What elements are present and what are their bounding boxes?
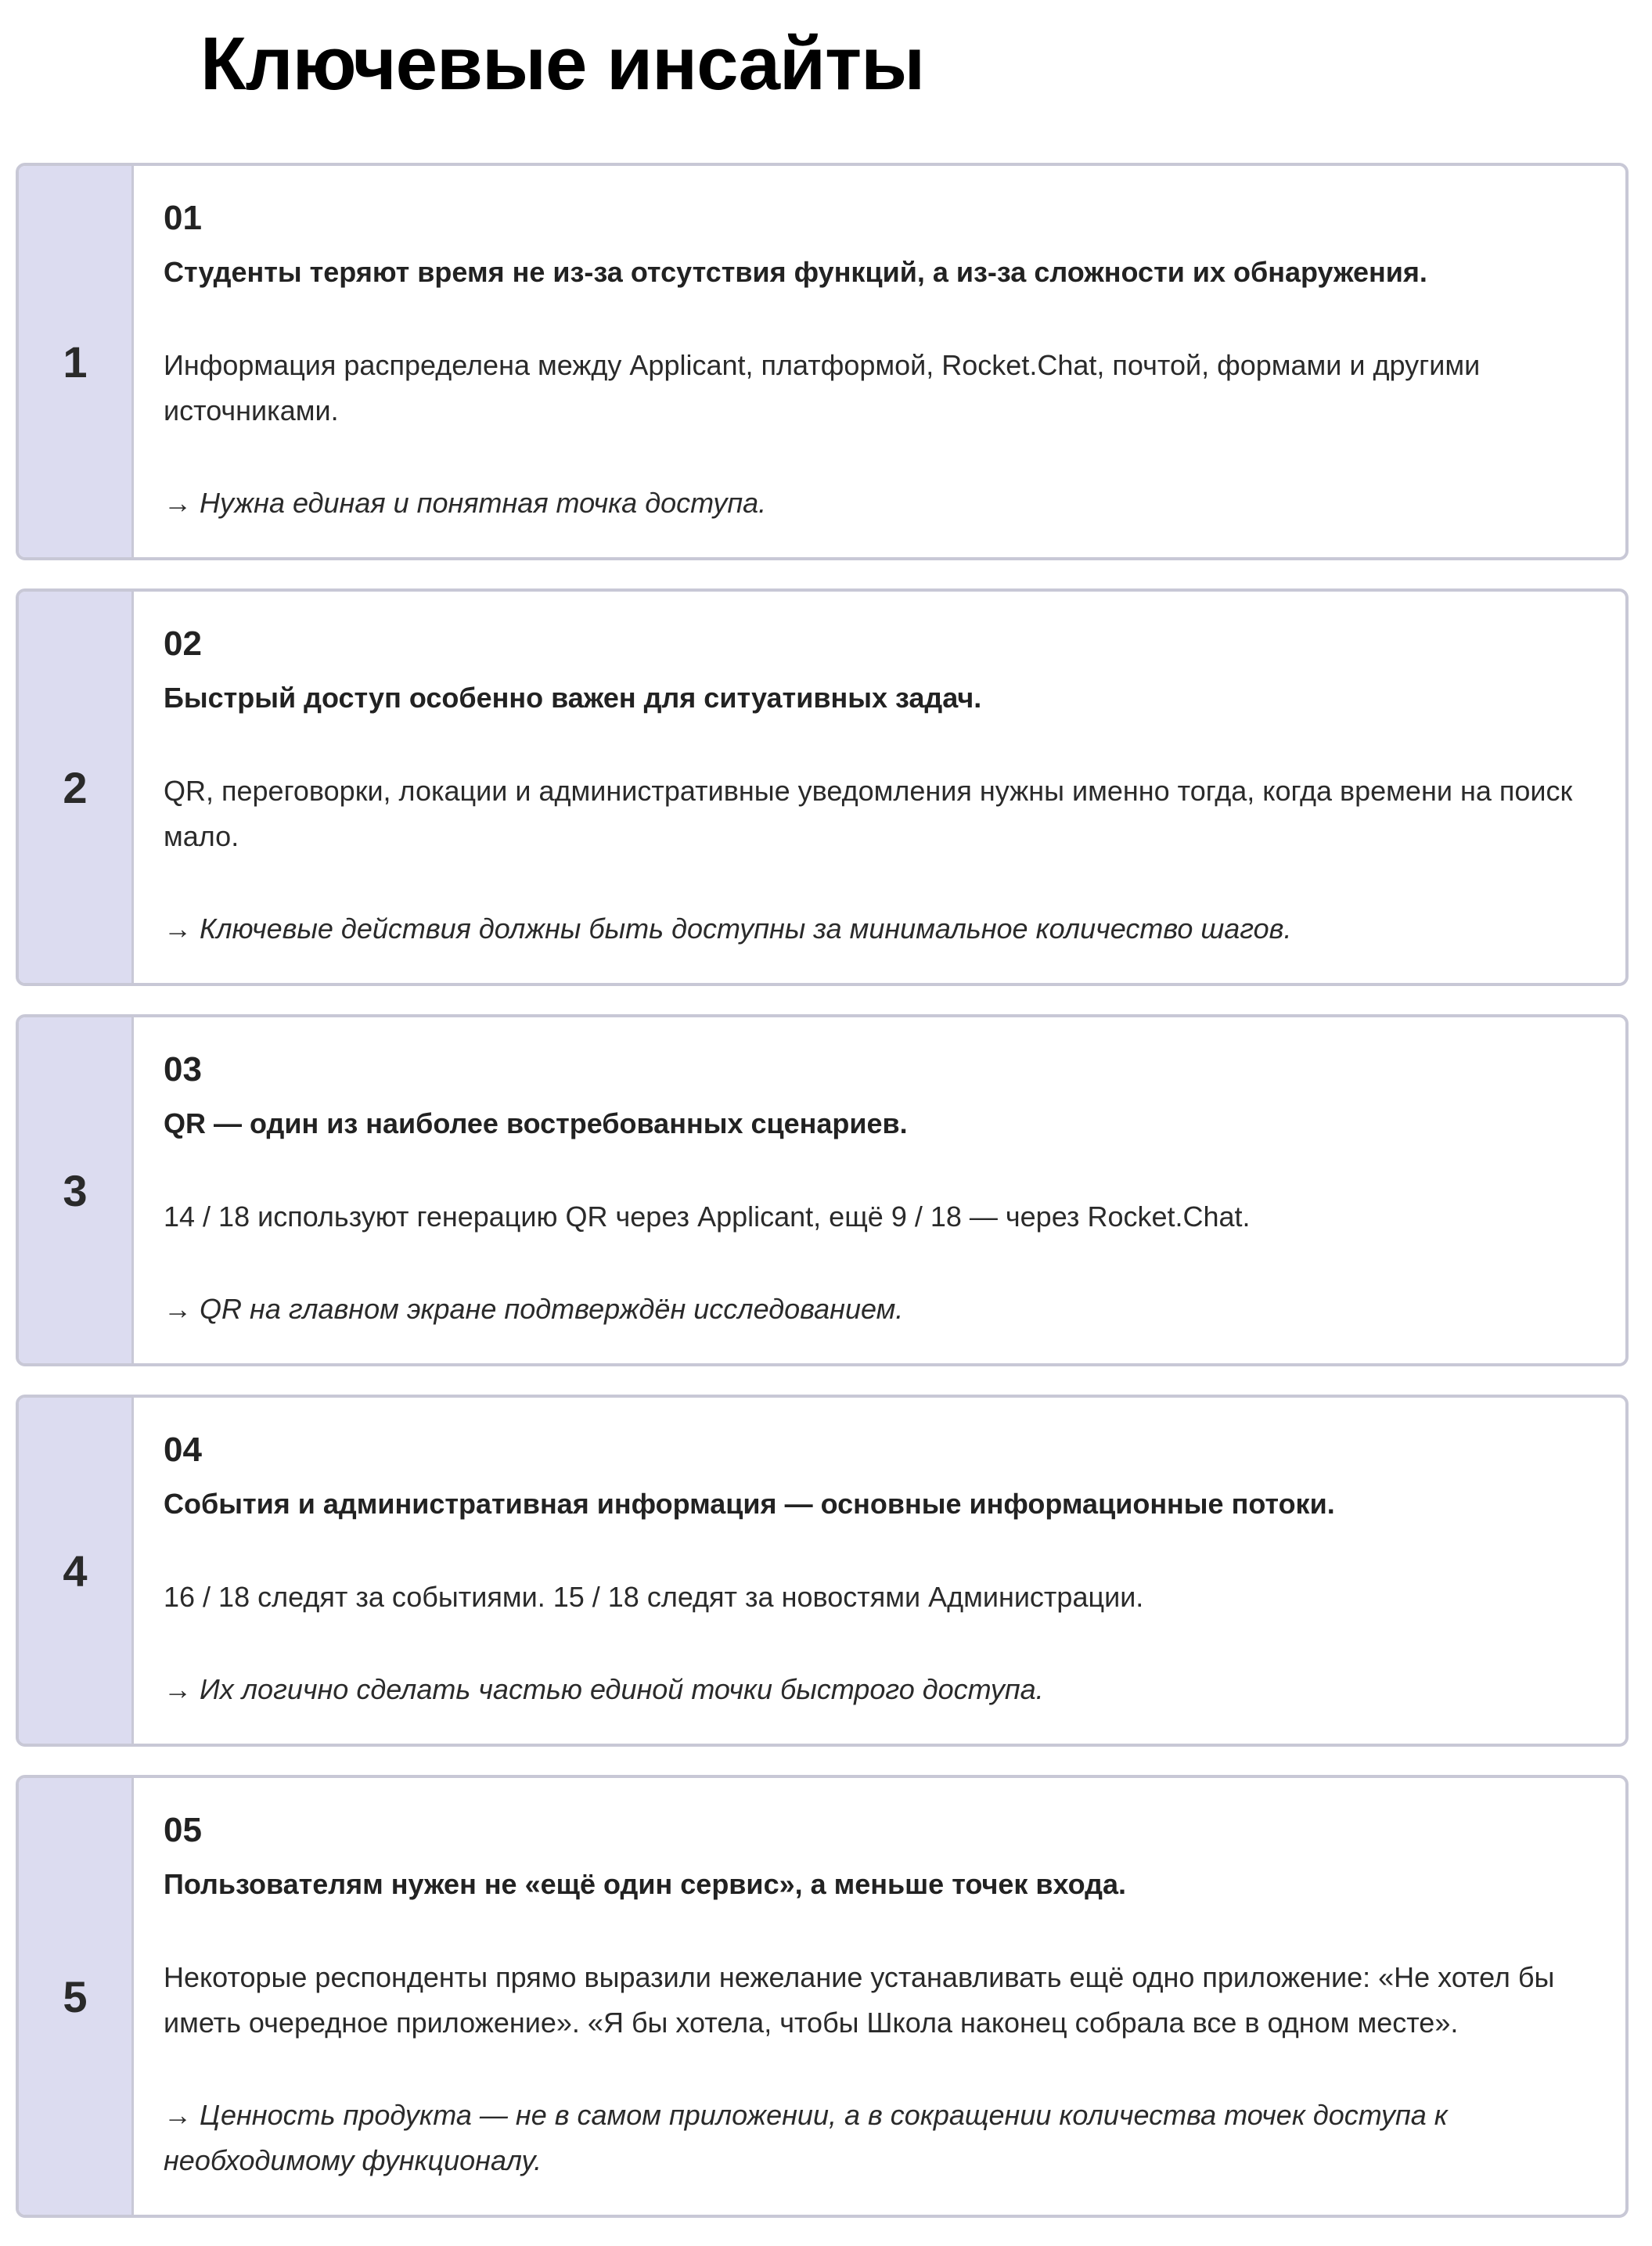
insight-card xyxy=(16,588,1629,986)
insight-body: QR, переговорки, локации и административные уведомления нужны именно тогда, когда времени на поиск мало. xyxy=(164,775,1573,852)
insight-content xyxy=(134,166,1625,557)
insight-card xyxy=(16,1395,1629,1747)
insight-number: 3 xyxy=(19,1017,134,1363)
insight-number: 5 xyxy=(19,1778,134,2215)
insight-headline: Пользователям нужен не «ещё один сервис», а меньше точек входа. xyxy=(164,1868,1127,1900)
insight-number: 4 xyxy=(19,1398,134,1744)
insights-list xyxy=(16,163,1629,2246)
insight-card xyxy=(16,163,1629,560)
insight-body: 16 / 18 следят за событиями. 15 / 18 следят за новостями Администрации. xyxy=(164,1581,1144,1613)
insight-body: Некоторые респонденты прямо выразили нежелание устанавливать ещё одно приложение: «Не хотел бы иметь очередное приложение». «Я бы хотела, чтобы Школа наконец собрала все в одном месте». xyxy=(164,1961,1555,2039)
insight-conclusion: → Их логично сделать частью единой точки быстрого доступа. xyxy=(164,1673,1044,1705)
insight-content xyxy=(134,1017,1625,1363)
insight-conclusion: → Нужна единая и понятная точка доступа. xyxy=(164,487,767,519)
insight-number: 2 xyxy=(19,592,134,983)
insight-number: 1 xyxy=(19,166,134,557)
insight-conclusion: → Ценность продукта — не в самом приложении, а в сокращении количества точек доступа к необходимому функционалу. xyxy=(164,2099,1448,2176)
page-title: Ключевые инсайты xyxy=(200,22,925,106)
insight-conclusion: → Ключевые действия должны быть доступны за минимальное количество шагов. xyxy=(164,912,1292,945)
insight-code: 05 xyxy=(164,1811,202,1849)
insight-code: 02 xyxy=(164,624,202,663)
insight-headline: События и административная информация — основные информационные потоки. xyxy=(164,1488,1335,1520)
insight-body: Информация распределена между Applicant, платформой, Rocket.Chat, почтой, формами и другими источниками. xyxy=(164,349,1481,427)
insight-headline: Быстрый доступ особенно важен для ситуативных задач. xyxy=(164,682,982,714)
insight-code: 01 xyxy=(164,199,202,237)
insight-headline: QR — один из наиболее востребованных сценариев. xyxy=(164,1107,908,1139)
insight-headline: Студенты теряют время не из-за отсутствия функций, а из-за сложности их обнаружения. xyxy=(164,256,1427,288)
insight-code: 03 xyxy=(164,1050,202,1089)
insight-conclusion: → QR на главном экране подтверждён исследованием. xyxy=(164,1293,904,1325)
insight-body: 14 / 18 используют генерацию QR через Applicant, ещё 9 / 18 — через Rocket.Chat. xyxy=(164,1200,1251,1233)
insight-code: 04 xyxy=(164,1431,202,1469)
insight-content xyxy=(134,1778,1625,2215)
insight-card xyxy=(16,1775,1629,2218)
insight-content xyxy=(134,1398,1625,1744)
insight-content xyxy=(134,592,1625,983)
insight-card xyxy=(16,1014,1629,1366)
